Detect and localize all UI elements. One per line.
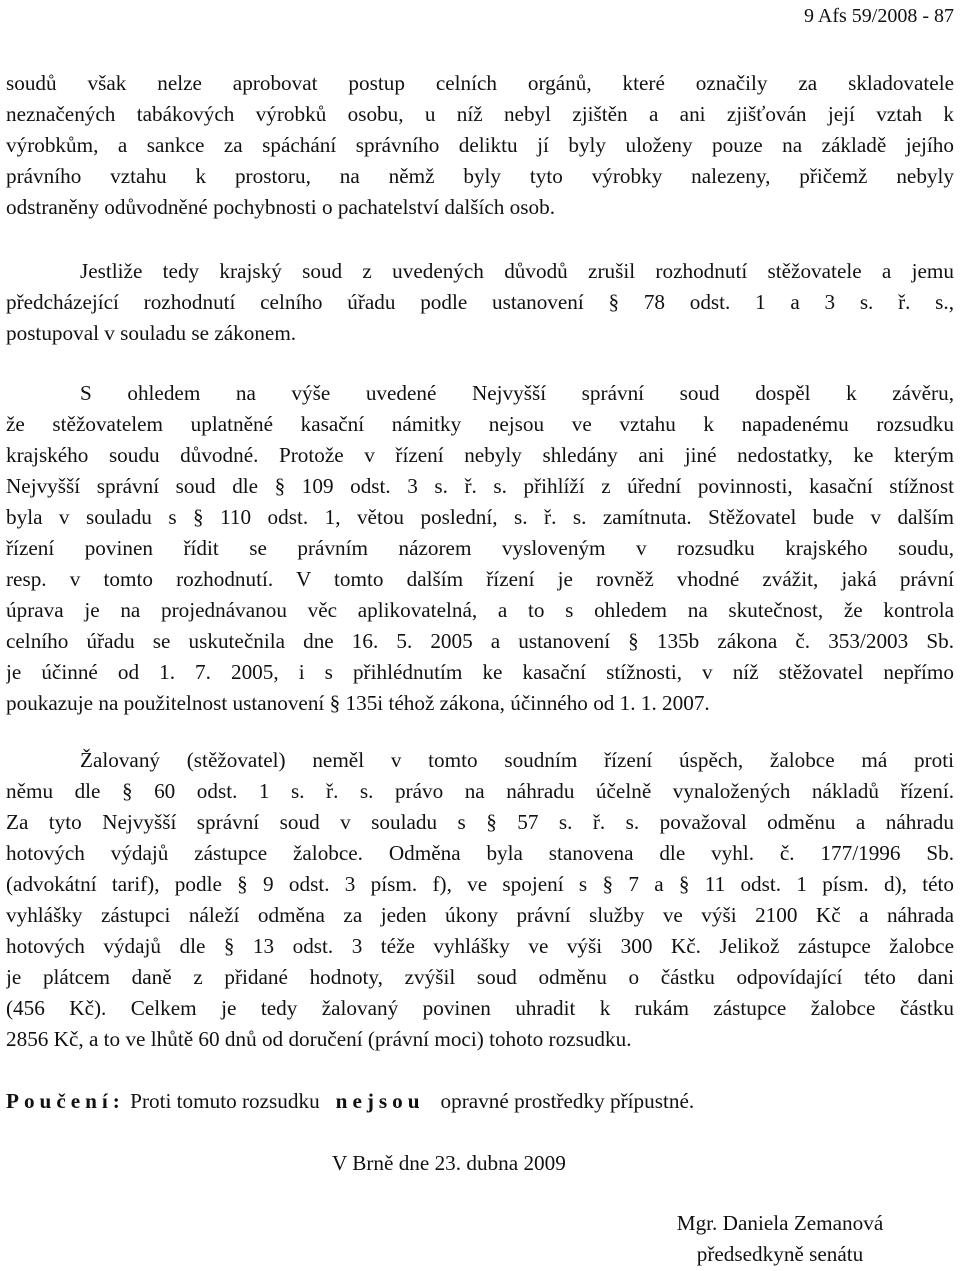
signer-role: předsedkyně senátu (696, 1242, 864, 1266)
case-number: 9 Afs 59/2008 - 87 (804, 5, 954, 27)
text-line: krajského soudu důvodné. Protože v řízení nebyly shledány ani jiné nedostatky, ke kterým (6, 443, 954, 467)
text-line: vyhlášky zástupci náleží odměna za jeden úkony právní služby ve výši 2100 Kč a náhrada (6, 903, 954, 927)
text-line: (456 Kč). Celkem je tedy žalovaný povinen uhradit k rukám zástupce žalobce částku (6, 996, 954, 1020)
text-line: že stěžovatelem uplatněné kasační námitky nejsou ve vztahu k napadenému rozsudku (6, 412, 954, 436)
text-line: je účinné od 1. 7. 2005, i s přihlédnutím ke kasační stížnosti, v níž stěžovatel nepřímo (6, 660, 954, 684)
paragraph-3 (6, 378, 954, 719)
text-line: výrobkům, a sankce za spáchání správního deliktu jí byly uloženy pouze na základě jejího (6, 133, 954, 157)
text-line: Za tyto Nejvyšší správní soud v souladu s § 57 s. ř. s. považoval odměnu a náhradu (6, 810, 954, 834)
paragraph-4 (6, 745, 954, 1055)
legal-notice (6, 1086, 694, 1117)
text-line: postupoval v souladu se zákonem. (6, 321, 297, 345)
text-line: byla v souladu s § 110 odst. 1, větou poslední, s. ř. s. zamítnuta. Stěžovatel bude v dalším (6, 505, 954, 529)
text-line: odstraněny odůvodněné pochybnosti o pachatelství dalších osob. (6, 195, 556, 219)
notice-text-after: opravné prostředky přípustné. (440, 1089, 695, 1113)
text-line: úprava je na projednávanou věc aplikovatelná, a to s ohledem na skutečnost, že kontrola (6, 598, 954, 622)
paragraph-1 (6, 68, 954, 223)
signature-block (600, 1208, 960, 1270)
text-line: S ohledem na výše uvedené Nejvyšší správní soud dospěl k závěru, (80, 381, 954, 405)
notice-label: Poučení: (6, 1089, 125, 1113)
text-line: poukazuje na použitelnost ustanovení § 135i téhož zákona, účinného od 1. 1. 2007. (6, 691, 710, 715)
text-line: (advokátní tarif), podle § 9 odst. 3 písm. f), ve spojení s § 7 a § 11 odst. 1 písm. d), této (6, 872, 954, 896)
text-line: resp. v tomto rozhodnutí. V tomto dalším řízení je rovněž vhodné zvážit, jaká právní (6, 567, 954, 591)
text-line: němu dle § 60 odst. 1 s. ř. s. právo na náhradu účelně vynaložených nákladů řízení. (6, 779, 954, 803)
paragraph-2 (6, 256, 954, 349)
text-line: předcházející rozhodnutí celního úřadu podle ustanovení § 78 odst. 1 a 3 s. ř. s., (6, 290, 954, 314)
text-line: celního úřadu se uskutečnila dne 16. 5. 2005 a ustanovení § 135b zákona č. 353/2003 Sb. (6, 629, 954, 653)
text-line: řízení povinen řídit se právním názorem vysloveným v rozsudku krajského soudu, (6, 536, 954, 560)
notice-emphasis: nejsou (335, 1089, 425, 1113)
text-line: 2856 Kč, a to ve lhůtě 60 dnů od doručení (právní moci) tohoto rozsudku. (6, 1027, 632, 1051)
text-line: je plátcem daně z přidané hodnoty, zvýšil soud odměnu o částku odpovídající této dani (6, 965, 954, 989)
text-line: hotových výdajů zástupce žalobce. Odměna byla stanovena dle vyhl. č. 177/1996 Sb. (6, 841, 954, 865)
notice-text-before: Proti tomuto rozsudku (130, 1089, 320, 1113)
date-line: V Brně dne 23. dubna 2009 (332, 1151, 566, 1175)
text-line: Nejvyšší správní soud dle § 109 odst. 3 s. ř. s. přihlíží z úřední povinnosti, kasační stížnost (6, 474, 954, 498)
text-line: Jestliže tedy krajský soud z uvedených důvodů zrušil rozhodnutí stěžovatele a jemu (80, 259, 954, 283)
text-line: hotových výdajů dle § 13 odst. 3 téže vyhlášky ve výši 300 Kč. Jelikož zástupce žalobce (6, 934, 954, 958)
signer-name: Mgr. Daniela Zemanová (676, 1211, 884, 1235)
text-line: soudů však nelze aprobovat postup celních orgánů, které označily za skladovatele (6, 71, 954, 95)
text-line: Žalovaný (stěžovatel) neměl v tomto soudním řízení úspěch, žalobce má proti (80, 748, 954, 772)
text-line: právního vztahu k prostoru, na němž byly tyto výrobky nalezeny, přičemž nebyly (6, 164, 954, 188)
text-line: neznačených tabákových výrobků osobu, u níž nebyl zjištěn a ani zjišťován její vztah k (6, 102, 954, 126)
